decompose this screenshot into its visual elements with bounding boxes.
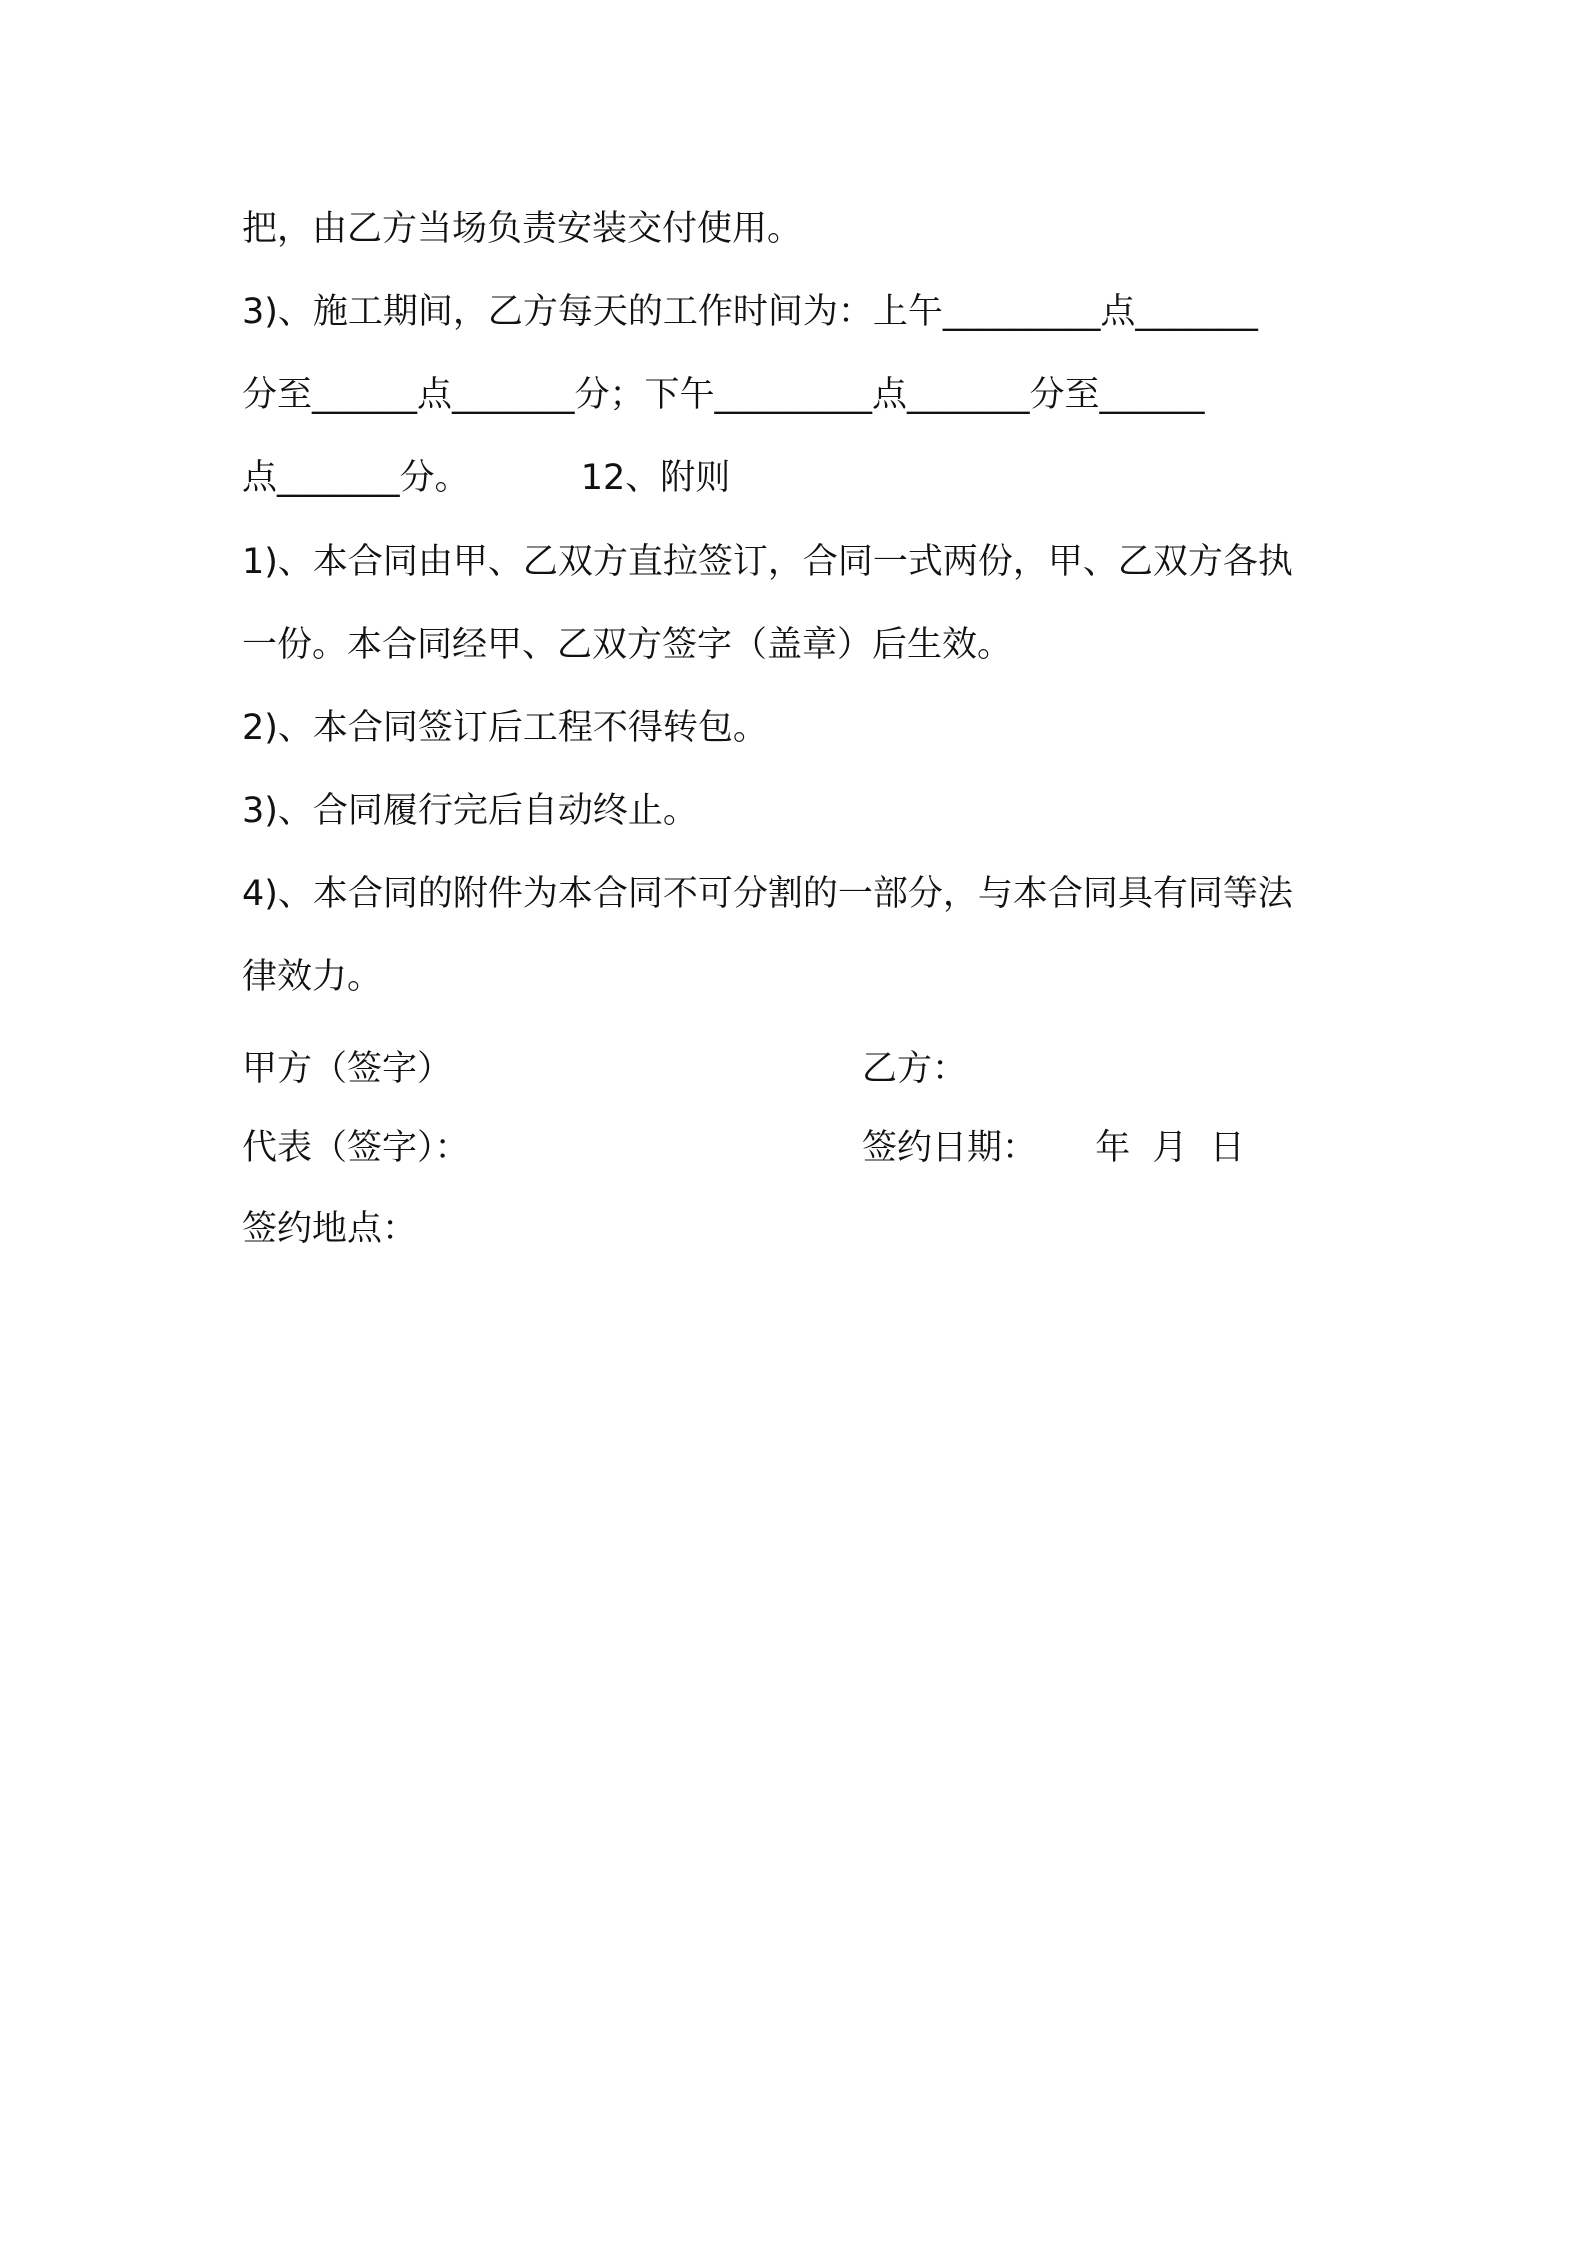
- sign-date-value: 年 月 日: [1095, 1128, 1245, 1168]
- sign-date-label: 签约日期：: [862, 1128, 1038, 1168]
- body-line-4: 点_______分。 12、附则: [242, 458, 731, 498]
- body-line-3: 分至______点_______分；下午_________点_______分至______: [242, 375, 1205, 415]
- body-line-9: 4)、本合同的附件为本合同不可分割的一部分，与本合同具有同等法: [242, 874, 1293, 914]
- body-line-8: 3)、合同履行完后自动终止。: [242, 791, 698, 831]
- body-line-6: 一份。本合同经甲、乙双方签字（盖章）后生效。: [242, 625, 1013, 665]
- party-b-label: 乙方：: [862, 1049, 968, 1089]
- body-line-1: 把，由乙方当场负责安装交付使用。: [242, 209, 803, 249]
- body-line-5: 1)、本合同由甲、乙双方直拉签订，合同一式两份，甲、乙双方各执: [242, 542, 1293, 582]
- representative-signature-label: 代表（签字）：: [242, 1128, 470, 1168]
- body-line-10: 律效力。: [242, 957, 383, 997]
- sign-date-row: [862, 1126, 1245, 1170]
- sign-place-label: 签约地点：: [242, 1209, 418, 1249]
- body-line-2: 3)、施工期间，乙方每天的工作时间为：上午_________点_______: [242, 292, 1258, 332]
- party-a-signature-label: 甲方（签字）: [242, 1049, 453, 1089]
- body-line-7: 2)、本合同签订后工程不得转包。: [242, 708, 768, 748]
